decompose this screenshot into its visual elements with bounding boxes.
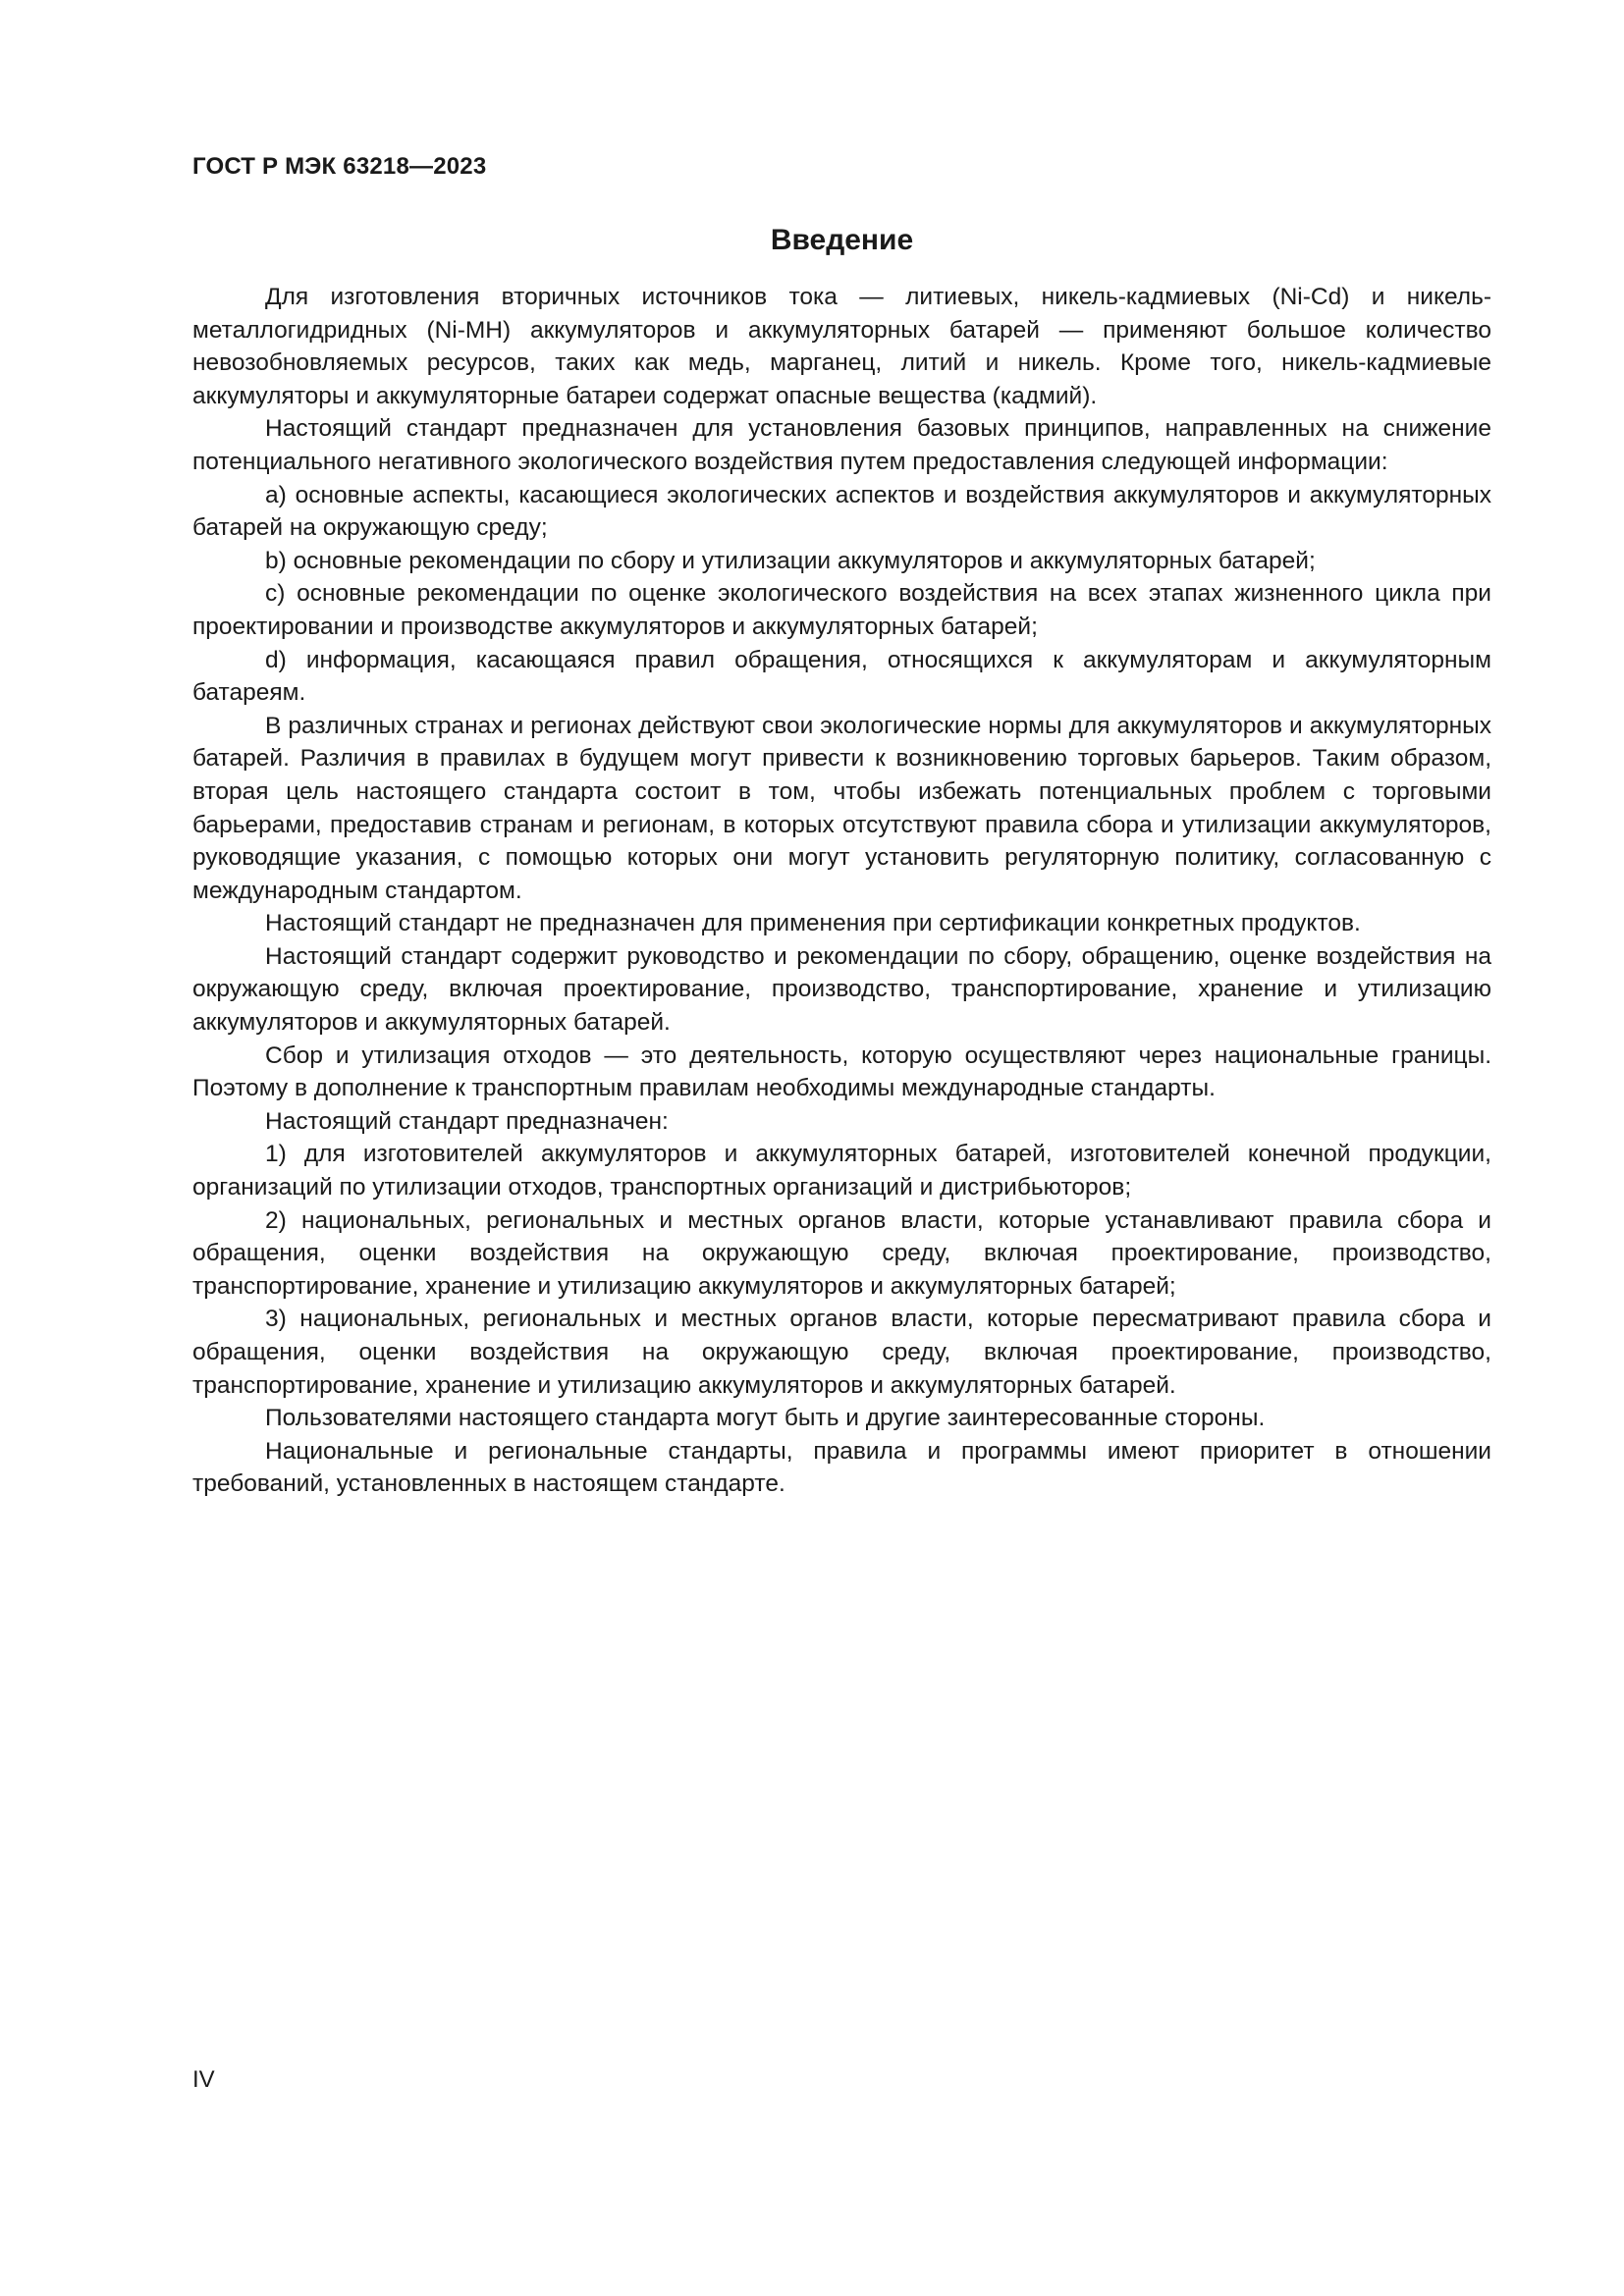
list-item: 2) национальных, региональных и местных органов власти, которые устанавливают правила сбора и обращения, оценки воздействия на окружающую среду, включая проектирование, производство, транспортирование, хранение и утилизацию аккумуляторов и аккумуляторных батарей; xyxy=(192,1206,1491,1300)
paragraph: Для изготовления вторичных источников тока — литиевых, никель-кадмиевых (Ni-Cd) и никель-металлогидридных (Ni-MH) аккумуляторов и аккумуляторных батарей — применяют большое количество невозобновляемых ресурсов, таких как медь, марганец, литий и никель. Кроме того, никель-кадмиевые аккумуляторы и аккумуляторные батареи содержат опасные вещества (кадмий). xyxy=(192,284,1491,409)
list-item: 1) для изготовителей аккумуляторов и аккумуляторных батарей, изготовителей конечной продукции, организаций по утилизации отходов, транспортных организаций и дистрибьюторов; xyxy=(192,1141,1491,1201)
paragraph: В различных странах и регионах действуют свои экологические нормы для аккумуляторов и аккумуляторных батарей. Различия в правилах в будущем могут привести к возникновению торговых барьеров. Таким образом, вторая цель настоящего стандарта состоит в том, чтобы избежать потенциальных проблем с торговыми барьерами, предоставив странам и регионам, в которых отсутствуют правила сбора и утилизации аккумуляторов, руководящие указания, с помощью которых они могут установить регуляторную политику, согласованную с международным стандартом. xyxy=(192,712,1491,904)
list-item: c) основные рекомендации по оценке экологического воздействия на всех этапах жизненного цикла при проектировании и производстве аккумуляторов и аккумуляторных батарей; xyxy=(192,580,1491,640)
paragraph: Пользователями настоящего стандарта могут быть и другие заинтересованные стороны. xyxy=(265,1405,1266,1432)
list-item: a) основные аспекты, касающиеся экологических аспектов и воздействия аккумуляторов и аккумуляторных батарей на окружающую среду; xyxy=(192,481,1491,542)
list-item: b) основные рекомендации по сбору и утилизации аккумуляторов и аккумуляторных батарей; xyxy=(265,547,1316,574)
section-body xyxy=(192,281,1491,1501)
paragraph: Настоящий стандарт не предназначен для применения при сертификации конкретных продуктов. xyxy=(265,910,1361,937)
paragraph: Сбор и утилизация отходов — это деятельность, которую осуществляют через национальные границы. Поэтому в дополнение к транспортным правилам необходимы международные стандарты. xyxy=(192,1041,1491,1102)
list-item: 3) национальных, региональных и местных органов власти, которые пересматривают правила сбора и обращения, оценки воздействия на окружающую среду, включая проектирование, производство, транспортирование, хранение и утилизацию аккумуляторов и аккумуляторных батарей. xyxy=(192,1306,1491,1399)
document-identifier: ГОСТ Р МЭК 63218—2023 xyxy=(192,153,487,180)
paragraph: Национальные и региональные стандарты, правила и программы имеют приоритет в отношении требований, установленных в настоящем стандарте. xyxy=(192,1437,1491,1498)
paragraph: Настоящий стандарт предназначен для установления базовых принципов, направленных на снижение потенциального негативного экологического воздействия путем предоставления следующей информации: xyxy=(192,415,1491,475)
list-item: d) информация, касающаяся правил обращения, относящихся к аккумуляторам и аккумуляторным батареям. xyxy=(192,646,1491,707)
section-title: Введение xyxy=(770,224,914,256)
paragraph: Настоящий стандарт предназначен: xyxy=(265,1107,669,1135)
page-number: IV xyxy=(192,2066,215,2093)
paragraph: Настоящий стандарт содержит руководство и рекомендации по сбору, обращению, оценке воздействия на окружающую среду, включая проектирование, производство, транспортирование, хранение и утилизацию аккумуляторов и аккумуляторных батарей. xyxy=(192,942,1491,1037)
